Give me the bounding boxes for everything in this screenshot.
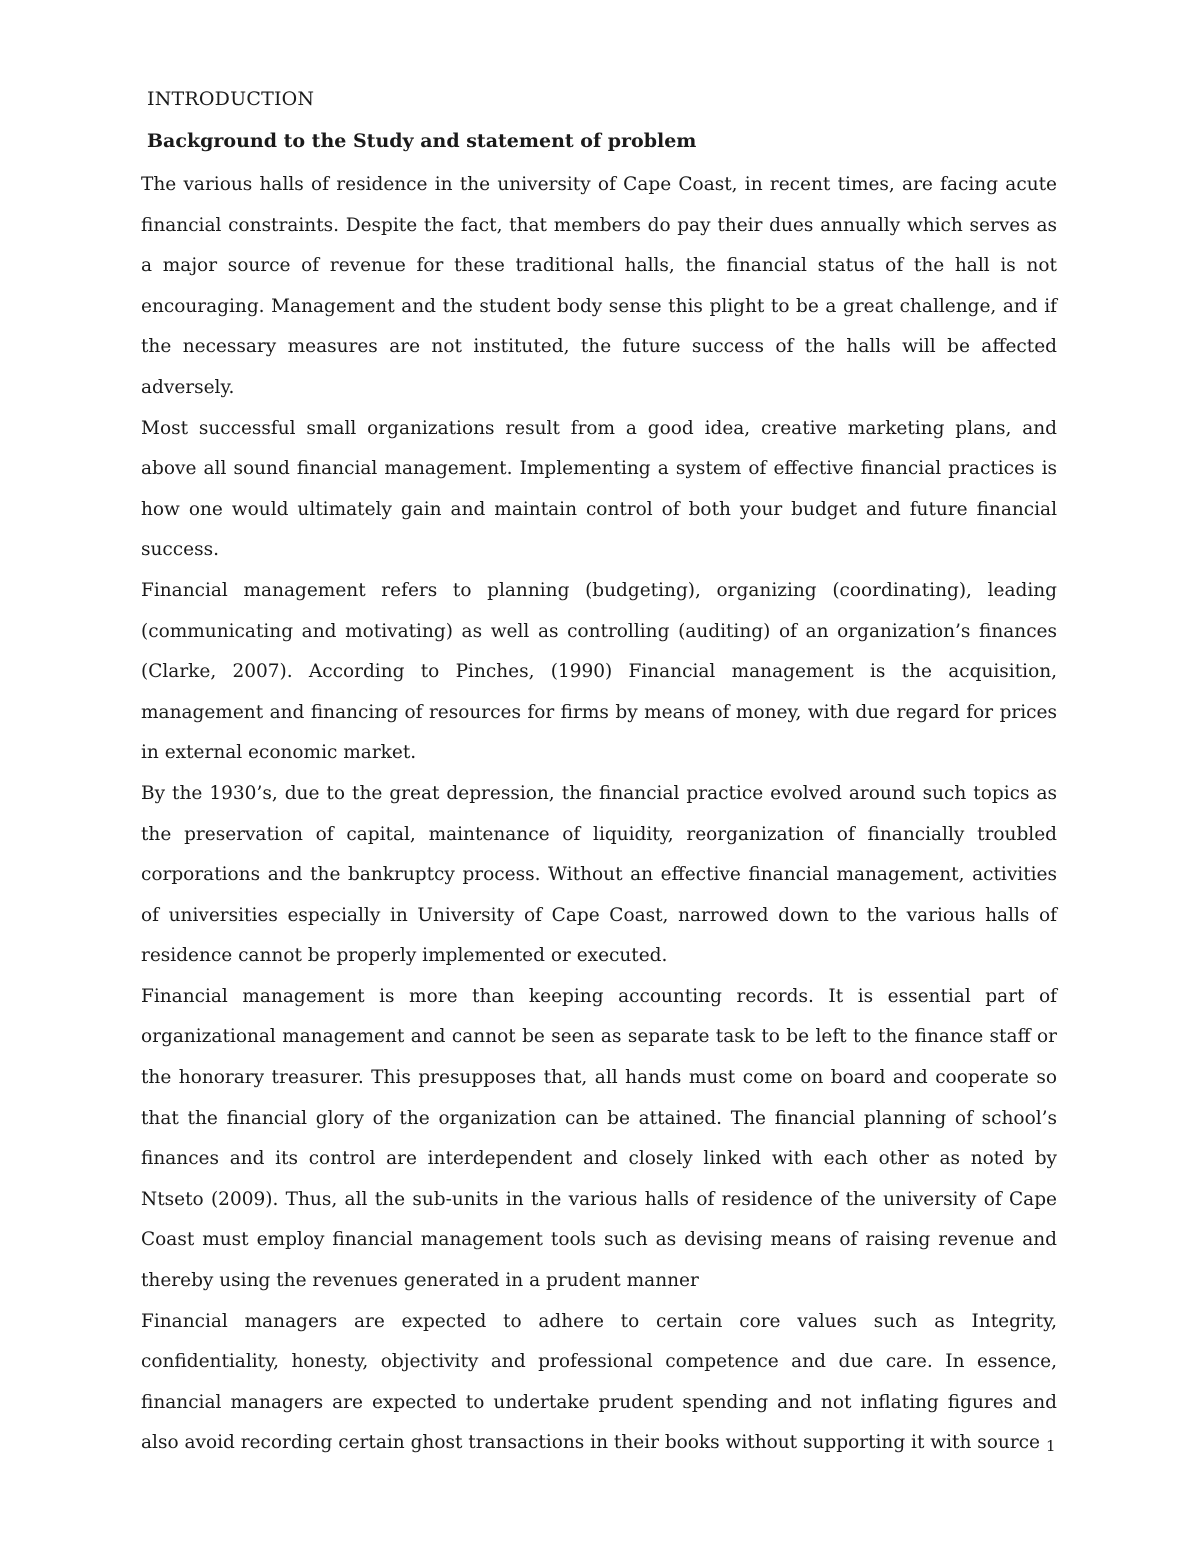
paragraph: Financial managers are expected to adhere to certain core values such as Integrity, confidentiality, honesty, objectivity and professional competence and due care. In essence, financial managers are expected to undertake prudent spending and not inflating figures and also avoid recording certain ghost transactions in their books without supporting it with source xyxy=(141,1310,1057,1454)
paragraph: Financial management refers to planning (budgeting), organizing (coordinating), leading (communicating and motivating) as well as controlling (auditing) of an organization’s finances (Clarke, 2007). According to Pinches, (1990) Financial management is the acquisition, management and financing of resources for firms by means of money, with due regard for prices in external economic market. xyxy=(141,579,1057,764)
page-number: 1 xyxy=(1046,1437,1056,1455)
section-subheading: Background to the Study and statement of problem xyxy=(147,130,697,152)
section-heading: INTRODUCTION xyxy=(147,88,315,110)
paragraph: The various halls of residence in the university of Cape Coast, in recent times, are facing acute financial constraints. Despite the fact, that members do pay their dues annually which serves as a major source of revenue for these traditional halls, the financial status of the hall is not encouraging. Management and the student body sense this plight to be a great challenge, and if the necessary measures are not instituted, the future success of the halls will be affected adversely. xyxy=(141,174,1057,398)
body-text xyxy=(141,165,1057,1464)
paragraph: Most successful small organizations result from a good idea, creative marketing plans, and above all sound financial management. Implementing a system of effective financial practices is how one would ultimately gain and maintain control of both your budget and future financial success. xyxy=(141,417,1057,561)
paragraph: By the 1930’s, due to the great depression, the financial practice evolved around such topics as the preservation of capital, maintenance of liquidity, reorganization of financially troubled corporations and the bankruptcy process. Without an effective financial management, activities of universities especially in University of Cape Coast, narrowed down to the various halls of residence cannot be properly implemented or executed. xyxy=(141,782,1057,967)
paragraph: Financial management is more than keeping accounting records. It is essential part of organizational management and cannot be seen as separate task to be left to the finance staff or the honorary treasurer. This presupposes that, all hands must come on board and cooperate so that the financial glory of the organization can be attained. The financial planning of school’s finances and its control are interdependent and closely linked with each other as noted by Ntseto (2009). Thus, all the sub-units in the various halls of residence of the university of Cape Coast must employ financial management tools such as devising means of raising revenue and thereby using the revenues generated in a prudent manner xyxy=(141,985,1057,1292)
